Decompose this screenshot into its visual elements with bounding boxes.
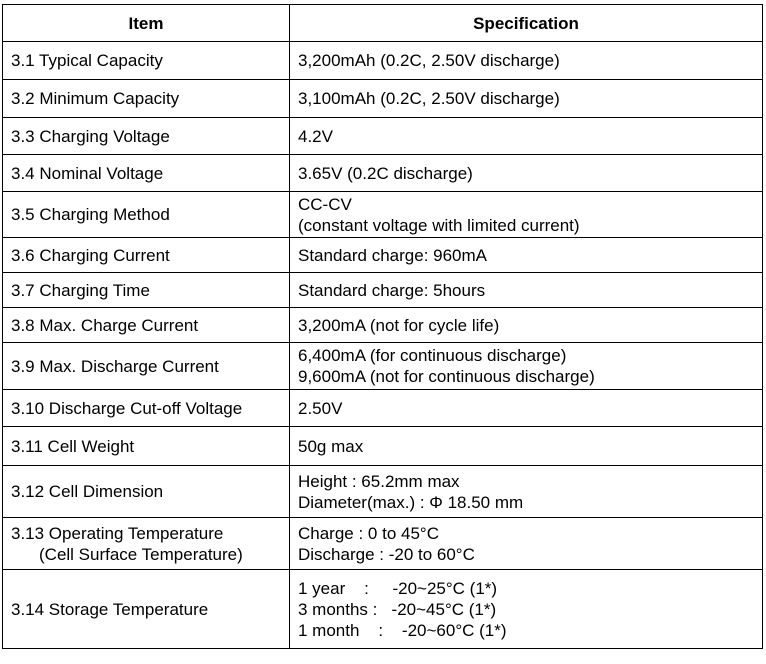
item-text: 3.7 Charging Time xyxy=(11,280,150,300)
table-row xyxy=(3,42,763,80)
item-text: 3.9 Max. Discharge Current xyxy=(11,356,219,376)
item-cell xyxy=(3,570,290,649)
table-row xyxy=(3,118,763,155)
spec-cell xyxy=(290,155,763,192)
specification-table xyxy=(2,4,763,649)
spec-text: 1 year : -20~25°C (1*) xyxy=(298,578,498,598)
table-row xyxy=(3,390,763,427)
item-cell xyxy=(3,118,290,155)
spec-cell xyxy=(290,308,763,343)
spec-text: Standard charge: 960mA xyxy=(298,245,488,265)
item-text: 3.5 Charging Method xyxy=(11,205,170,224)
table-row xyxy=(3,80,763,118)
item-text: 3.13 Operating Temperature xyxy=(11,523,224,543)
spec-cell xyxy=(290,427,763,466)
spec-text: 1 month : -20~60°C (1*) xyxy=(298,620,507,640)
table-row xyxy=(3,308,763,343)
spec-cell xyxy=(290,238,763,273)
spec-text: 3.65V (0.2C discharge) xyxy=(298,163,473,183)
item-text: 3.4 Nominal Voltage xyxy=(11,163,164,183)
item-cell xyxy=(3,273,290,308)
spec-text: 50g max xyxy=(298,436,364,456)
table-row xyxy=(3,570,763,649)
spec-text: 3,200mAh (0.2C, 2.50V discharge) xyxy=(298,51,560,70)
item-text: 3.3 Charging Voltage xyxy=(11,126,170,146)
spec-text: Standard charge: 5hours xyxy=(298,280,486,300)
header-specification: Specification xyxy=(290,5,763,42)
spec-text: 6,400mA (for continuous discharge) xyxy=(298,346,567,365)
spec-cell xyxy=(290,42,763,80)
table-row xyxy=(3,343,763,390)
spec-cell xyxy=(290,118,763,155)
item-cell xyxy=(3,238,290,273)
spec-cell xyxy=(290,343,763,390)
item-text: 3.6 Charging Current xyxy=(11,245,170,265)
item-subtext: (Cell Surface Temperature) xyxy=(39,544,243,564)
item-text: 3.12 Cell Dimension xyxy=(11,482,164,501)
item-text: 3.11 Cell Weight xyxy=(11,436,135,456)
spec-cell xyxy=(290,192,763,238)
spec-text: CC-CV xyxy=(298,194,352,214)
table-row xyxy=(3,192,763,238)
spec-cell xyxy=(290,466,763,518)
item-cell xyxy=(3,518,290,570)
spec-text: Diameter(max.) : Φ 18.50 mm xyxy=(298,492,524,512)
spec-cell xyxy=(290,80,763,118)
spec-text: 2.50V xyxy=(298,398,343,418)
item-text: 3.2 Minimum Capacity xyxy=(11,89,180,108)
item-cell xyxy=(3,42,290,80)
spec-cell xyxy=(290,518,763,570)
item-cell xyxy=(3,343,290,390)
table-row xyxy=(3,273,763,308)
table-row xyxy=(3,466,763,518)
spec-cell xyxy=(290,390,763,427)
spec-text: (constant voltage with limited current) xyxy=(298,215,580,235)
spec-text: 4.2V xyxy=(298,126,333,146)
item-cell xyxy=(3,466,290,518)
table-row xyxy=(3,518,763,570)
spec-text: Height : 65.2mm max xyxy=(298,471,460,491)
spec-text: Charge : 0 to 45°C xyxy=(298,523,439,543)
item-cell xyxy=(3,308,290,343)
spec-cell xyxy=(290,273,763,308)
spec-text: 3,200mA (not for cycle life) xyxy=(298,315,500,335)
spec-text: 3,100mAh (0.2C, 2.50V discharge) xyxy=(298,89,560,108)
item-cell xyxy=(3,80,290,118)
item-text: 3.1 Typical Capacity xyxy=(11,51,163,70)
table-row xyxy=(3,238,763,273)
item-text: 3.14 Storage Temperature xyxy=(11,599,209,619)
spec-text: 3 months : -20~45°C (1*) xyxy=(298,599,497,619)
spec-cell xyxy=(290,570,763,649)
table-header-row xyxy=(3,5,763,42)
item-text: 3.8 Max. Charge Current xyxy=(11,315,199,335)
header-item: Item xyxy=(3,5,290,42)
item-cell xyxy=(3,390,290,427)
table-row xyxy=(3,155,763,192)
item-cell xyxy=(3,427,290,466)
table-row xyxy=(3,427,763,466)
cropped-caption-fragment xyxy=(0,0,120,3)
item-cell xyxy=(3,192,290,238)
item-cell xyxy=(3,155,290,192)
item-text: 3.10 Discharge Cut-off Voltage xyxy=(11,398,243,418)
spec-text: 9,600mA (not for continuous discharge) xyxy=(298,367,595,386)
spec-text: Discharge : -20 to 60°C xyxy=(298,544,475,564)
